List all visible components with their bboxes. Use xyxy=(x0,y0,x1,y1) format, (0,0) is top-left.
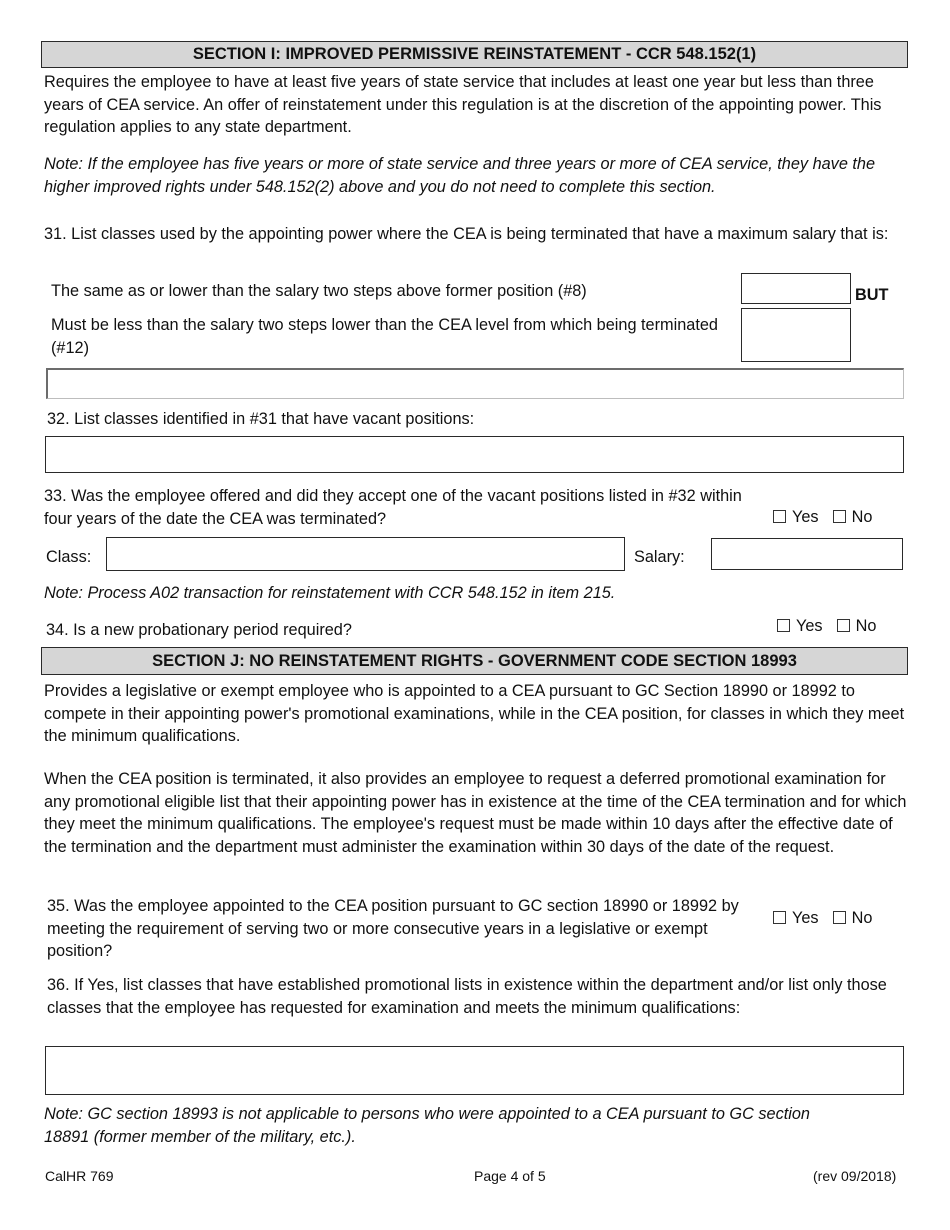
section-j-header: SECTION J: NO REINSTATEMENT RIGHTS - GOVERNMENT CODE SECTION 18993 xyxy=(41,647,908,675)
q31-line2-label: Must be less than the salary two steps lower than the CEA level from which being terminated (#12) xyxy=(51,316,718,357)
question-35: 35. Was the employee appointed to the CEA position pursuant to GC section 18990 or 18992 by meeting the requirement of serving two or more consecutive years in a legislative or exempt position? xyxy=(47,897,739,960)
class-input[interactable] xyxy=(106,537,625,571)
q32-vacant-classes-input[interactable] xyxy=(45,436,904,473)
q33-no-checkbox[interactable] xyxy=(833,510,846,523)
section-i-header: SECTION I: IMPROVED PERMISSIVE REINSTATEMENT - CCR 548.152(1) xyxy=(41,41,908,68)
section-j-para2: When the CEA position is terminated, it also provides an employee to request a deferred promotional examination for any promotional eligible list that their appointing power has in existence at the time of the CEA termination and for which they meet the minimum qualifications. The employee's request must be made within 10 days after the effective date of the termination and the department must administer the examination within 30 days of the date of the request. xyxy=(44,770,907,856)
q35-yes-checkbox[interactable] xyxy=(773,911,786,924)
question-33: 33. Was the employee offered and did they accept one of the vacant positions listed in #32 within four years of the date the CEA was terminated? xyxy=(44,487,742,528)
q35-no-option[interactable]: No xyxy=(833,909,873,928)
section-j-para1: Provides a legislative or exempt employee who is appointed to a CEA pursuant to GC Section 18990 or 18992 to compete in their appointing power's promotional examinations, while in the CEA position, for classes in which they meet the minimum qualifications. xyxy=(44,682,905,745)
but-label: BUT xyxy=(855,286,889,304)
section-i-intro: Requires the employee to have at least five years of state service that includes at least one year but less than three years of CEA service. An offer of reinstatement under this regulation is at the discretion of the appointing power. This regulation applies to any state department. xyxy=(44,73,882,136)
section-i-note: Note: If the employee has five years or more of state service and three years or more of CEA service, they have the higher improved rights under 548.152(2) above and you do not need to complete this section. xyxy=(44,155,876,196)
question-36: 36. If Yes, list classes that have established promotional lists in existence within the department and/or list only those classes that the employee has requested for examination and meets the minimum qualifications: xyxy=(47,976,887,1017)
question-32: 32. List classes identified in #31 that have vacant positions: xyxy=(47,410,475,428)
q31-line1-label: The same as or lower than the salary two steps above former position (#8) xyxy=(51,282,587,300)
q34-no-checkbox[interactable] xyxy=(837,619,850,632)
section-j-note: Note: GC section 18993 is not applicable to persons who were appointed to a CEA pursuant to GC section 18891 (former member of the military, etc.). xyxy=(44,1105,810,1146)
q33-yes-option[interactable]: Yes xyxy=(773,508,819,527)
footer-form-number: CalHR 769 xyxy=(45,1168,114,1184)
question-34: 34. Is a new probationary period required? xyxy=(46,621,352,639)
q33-yes-checkbox[interactable] xyxy=(773,510,786,523)
salary-input[interactable] xyxy=(711,538,903,570)
q35-yes-option[interactable]: Yes xyxy=(773,909,819,928)
q31-salary-min-input[interactable] xyxy=(741,308,851,362)
salary-label: Salary: xyxy=(634,548,685,566)
q33-yes-no xyxy=(773,508,872,527)
q34-no-option[interactable]: No xyxy=(837,617,877,636)
footer-revision: (rev 09/2018) xyxy=(813,1168,897,1184)
q35-no-checkbox[interactable] xyxy=(833,911,846,924)
q34-yes-no xyxy=(777,617,876,636)
q34-yes-checkbox[interactable] xyxy=(777,619,790,632)
q33-no-option[interactable]: No xyxy=(833,508,873,527)
q34-yes-option[interactable]: Yes xyxy=(777,617,823,636)
q31-salary-max-input[interactable] xyxy=(741,273,851,304)
section-i-note2: Note: Process A02 transaction for reinstatement with CCR 548.152 in item 215. xyxy=(44,584,616,602)
footer-page-number: Page 4 of 5 xyxy=(474,1168,546,1184)
q36-classes-input[interactable] xyxy=(45,1046,904,1095)
question-31: 31. List classes used by the appointing power where the CEA is being terminated that have a maximum salary that is: xyxy=(44,225,889,243)
class-label: Class: xyxy=(46,548,92,566)
q35-yes-no xyxy=(773,909,872,928)
q31-classes-input[interactable] xyxy=(46,368,904,399)
